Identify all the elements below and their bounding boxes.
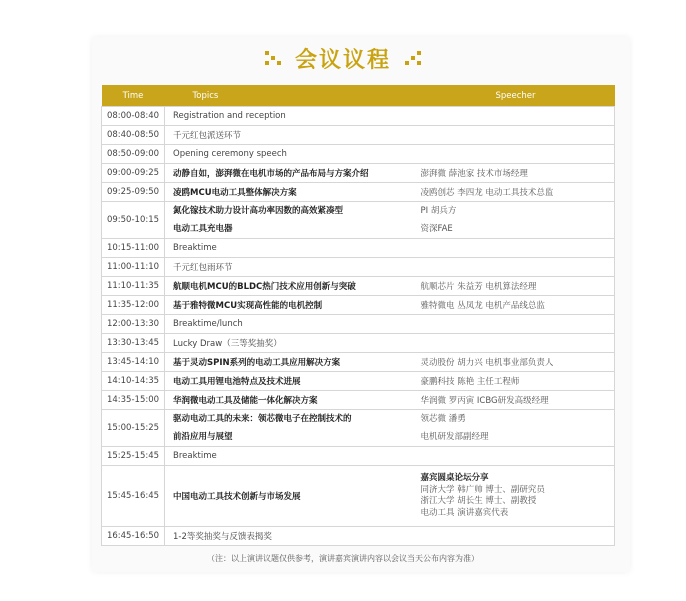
speaker-line: 电机研发部副经理 xyxy=(420,432,489,442)
panel-guest: 电动工具 演讲嘉宾代表 xyxy=(420,507,509,518)
topic-cell xyxy=(165,410,417,447)
speaker-cell: 豪鹏科技 陈艳 主任工程师 xyxy=(417,372,615,391)
time-cell: 15:00-15:25 xyxy=(102,410,165,447)
topic-cell: Lucky Draw（三等奖抽奖） xyxy=(165,334,417,353)
topic-line: 驱动电动工具的未来：领芯微电子在控制技术的 xyxy=(173,414,352,424)
topic-cell: 华润微电动工具及储能一体化解决方案 xyxy=(165,391,417,410)
time-cell: 09:50-10:15 xyxy=(102,202,165,239)
time-cell: 09:00-09:25 xyxy=(102,164,165,183)
time-cell: 08:00-08:40 xyxy=(102,107,165,126)
speaker-cell xyxy=(417,447,615,466)
speaker-cell: 凌鸥创芯 李四龙 电动工具技术总监 xyxy=(417,183,615,202)
table-row xyxy=(102,527,615,546)
panel-title: 嘉宾圆桌论坛分享 xyxy=(420,473,489,483)
time-cell: 13:30-13:45 xyxy=(102,334,165,353)
table-row xyxy=(102,126,615,145)
time-cell: 16:45-16:50 xyxy=(102,527,165,546)
topic-cell: 千元红包派送环节 xyxy=(165,126,417,145)
table-row xyxy=(102,410,615,447)
topic-cell: 1-2等奖抽奖与反馈表揭奖 xyxy=(165,527,417,546)
topic-cell: 基于雅特微MCU实现高性能的电机控制 xyxy=(165,296,417,315)
column-header-time: Time xyxy=(102,85,165,107)
table-row xyxy=(102,315,615,334)
topic-line: 氮化镓技术助力设计高功率因数的高效紧凑型 xyxy=(173,206,344,216)
panel-guest: 同济大学 韩广帅 博士、副研究员 xyxy=(420,484,545,495)
speaker-cell: 澎湃微 薛池家 技术市场经理 xyxy=(417,164,615,183)
speaker-cell: 灵动股份 胡力兴 电机事业部负责人 xyxy=(417,353,615,372)
speaker-cell xyxy=(417,258,615,277)
speaker-cell xyxy=(417,315,615,334)
topic-cell: 中国电动工具技术创新与市场发展 xyxy=(165,466,417,527)
time-cell: 11:00-11:10 xyxy=(102,258,165,277)
speaker-line: 资深FAE xyxy=(420,224,453,234)
topic-cell: 航顺电机MCU的BLDC热门技术应用创新与突破 xyxy=(165,277,417,296)
agenda-body xyxy=(102,107,615,546)
topic-cell: Registration and reception xyxy=(165,107,417,126)
time-cell: 14:10-14:35 xyxy=(102,372,165,391)
speaker-cell xyxy=(417,202,615,239)
topic-line: 前沿应用与展望 xyxy=(173,432,233,442)
table-row xyxy=(102,353,615,372)
time-cell: 08:40-08:50 xyxy=(102,126,165,145)
time-cell: 09:25-09:50 xyxy=(102,183,165,202)
topic-cell: 千元红包雨环节 xyxy=(165,258,417,277)
time-cell: 11:10-11:35 xyxy=(102,277,165,296)
panel-guest: 浙江大学 胡长生 博士、副教授 xyxy=(420,496,537,506)
topic-cell: Breaktime/lunch xyxy=(165,315,417,334)
time-cell: 12:00-13:30 xyxy=(102,315,165,334)
table-row xyxy=(102,145,615,164)
speaker-cell xyxy=(417,410,615,447)
table-row xyxy=(102,334,615,353)
speaker-cell xyxy=(417,107,615,126)
topic-cell: Opening ceremony speech xyxy=(165,145,417,164)
column-header-speaker: Speecher xyxy=(417,85,615,107)
time-cell: 08:50-09:00 xyxy=(102,145,165,164)
speaker-cell xyxy=(417,239,615,258)
speaker-cell: 华润微 罗丙寅 ICBG研发高级经理 xyxy=(417,391,615,410)
speaker-cell xyxy=(417,126,615,145)
table-row xyxy=(102,107,615,126)
time-cell: 15:45-16:45 xyxy=(102,466,165,527)
speaker-line: PI 胡兵方 xyxy=(420,206,457,216)
time-cell: 10:15-11:00 xyxy=(102,239,165,258)
speaker-line: 领芯微 潘勇 xyxy=(420,414,466,424)
table-row xyxy=(102,164,615,183)
table-row xyxy=(102,466,615,527)
topic-cell: 凌鸥MCU电动工具整体解决方案 xyxy=(165,183,417,202)
agenda-table xyxy=(101,85,615,546)
table-row xyxy=(102,239,615,258)
table-row xyxy=(102,391,615,410)
topic-cell: 基于灵动SPIN系列的电动工具应用解决方案 xyxy=(165,353,417,372)
title-row xyxy=(0,40,686,76)
right-decoration-icon xyxy=(403,49,421,67)
speaker-cell xyxy=(417,145,615,164)
footnote: （注：以上演讲议题仅供参考，演讲嘉宾演讲内容以会议当天公布内容为准） xyxy=(207,554,479,563)
table-row xyxy=(102,296,615,315)
left-decoration-icon xyxy=(265,49,283,67)
time-cell: 14:35-15:00 xyxy=(102,391,165,410)
topic-cell: Breaktime xyxy=(165,239,417,258)
time-cell: 13:45-14:10 xyxy=(102,353,165,372)
table-row xyxy=(102,372,615,391)
table-row xyxy=(102,258,615,277)
table-row xyxy=(102,183,615,202)
speaker-cell xyxy=(417,527,615,546)
speaker-cell xyxy=(417,334,615,353)
topic-cell xyxy=(165,202,417,239)
table-row xyxy=(102,277,615,296)
topic-line: 电动工具充电器 xyxy=(173,224,233,234)
topic-cell: 电动工具用锂电池特点及技术进展 xyxy=(165,372,417,391)
table-header-row xyxy=(102,85,615,107)
speaker-cell: 雅特微电 丛凤龙 电机产品线总监 xyxy=(417,296,615,315)
table-row xyxy=(102,447,615,466)
topic-cell: Breaktime xyxy=(165,447,417,466)
speaker-cell: 航顺芯片 朱益芳 电机算法经理 xyxy=(417,277,615,296)
time-cell: 15:25-15:45 xyxy=(102,447,165,466)
column-header-topics: Topics xyxy=(165,85,417,107)
topic-cell: 动静自如，澎湃微在电机市场的产品布局与方案介绍 xyxy=(165,164,417,183)
time-cell: 11:35-12:00 xyxy=(102,296,165,315)
speaker-cell xyxy=(417,466,615,527)
page-title: 会议议程 xyxy=(294,47,391,73)
table-row xyxy=(102,202,615,239)
